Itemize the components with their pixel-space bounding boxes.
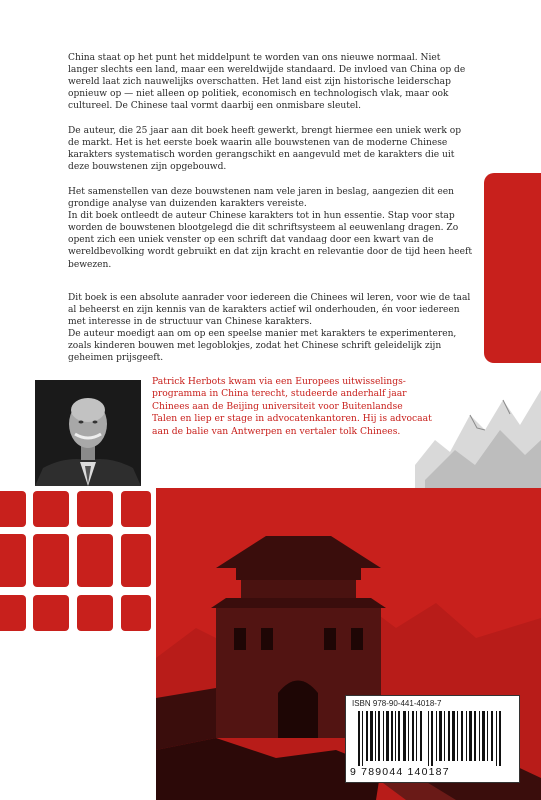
red-square (77, 534, 113, 587)
red-square (0, 595, 26, 631)
isbn-barcode (345, 695, 520, 783)
blurb-paragraph-4: Dit boek is een absolute aanrader voor iedereen die Chinees wil leren, voor wie de taal al beheerst en zijn kennis van de karakters actief wil onderhouden, én voor iedereen met interesse in de structuur van Chinese karakters. De auteur moedigt aan om op een speelse manier met karakters te experimenteren, zoals kinderen bouwen met legoblokjes, zodat het Chinese schrift geleidelijk zijn geheimen prijsgeeft. (68, 293, 471, 364)
red-square (33, 595, 69, 631)
author-portrait (35, 380, 141, 486)
author-bio: Patrick Herbots kwam via een Europees uitwisselings- programma in China terecht, studeerde anderhalf jaar Chinees aan de Beijing universiteit voor Buitenlandse Talen en liep er stage in advocatenkantoren. Hij is advocaat aan de balie van Antwerpen en vertaler tolk Chinees. (152, 376, 432, 437)
red-square (77, 491, 113, 527)
red-square (0, 534, 26, 587)
barcode-bars (358, 711, 508, 766)
blurb-paragraph-1: China staat op het punt het middelpunt te worden van ons nieuwe normaal. Niet langer slechts een land, maar een wereldwijde standaard. De invloed van China op de wereld laat zich nauwelijks overschatten. Het land eist zijn historische leiderschap opnieuw op — niet alleen op politiek, economisch en technologisch vlak, maar ook cultureel. De Chinese taal vormt daarbij een onmisbare sleutel. (68, 53, 466, 112)
isbn-label: ISBN 978-90-441-4018-7 (352, 699, 442, 708)
blurb-paragraph-2: De auteur, die 25 jaar aan dit boek heeft gewerkt, brengt hiermee een uniek werk op de markt. Het is het eerste boek waarin alle bouwstenen van de moderne Chinese karakters systematisch worden gerangschikt en aangevuld met de karakters die uit deze bouwstenen zijn opgebouwd. (68, 126, 462, 173)
red-square (121, 534, 151, 587)
blurb-paragraph-3: Het samenstellen van deze bouwstenen nam vele jaren in beslag, aangezien dit een grondige analyse van duizenden karakters vereiste. In dit boek ontleedt de auteur Chinese karakters tot in hun essentie. Stap voor stap worden de bouwstenen blootgelegd die dit schriftsysteem al eeuwenlang dragen. Zo opent zich een uniek venster op een schrift dat vandaag door een kwart van de wereldbevolking wordt gebruikt en dat zijn kracht en relevantie door de tijd heen heeft bewezen. (68, 187, 473, 270)
red-square (0, 491, 26, 527)
red-square (33, 534, 69, 587)
barcode-number: 9 789044 140187 (350, 766, 450, 778)
author-photo (35, 380, 141, 486)
red-square (33, 491, 69, 527)
red-side-band (484, 173, 541, 363)
red-square (121, 491, 151, 527)
red-square (121, 595, 151, 631)
red-square (77, 595, 113, 631)
